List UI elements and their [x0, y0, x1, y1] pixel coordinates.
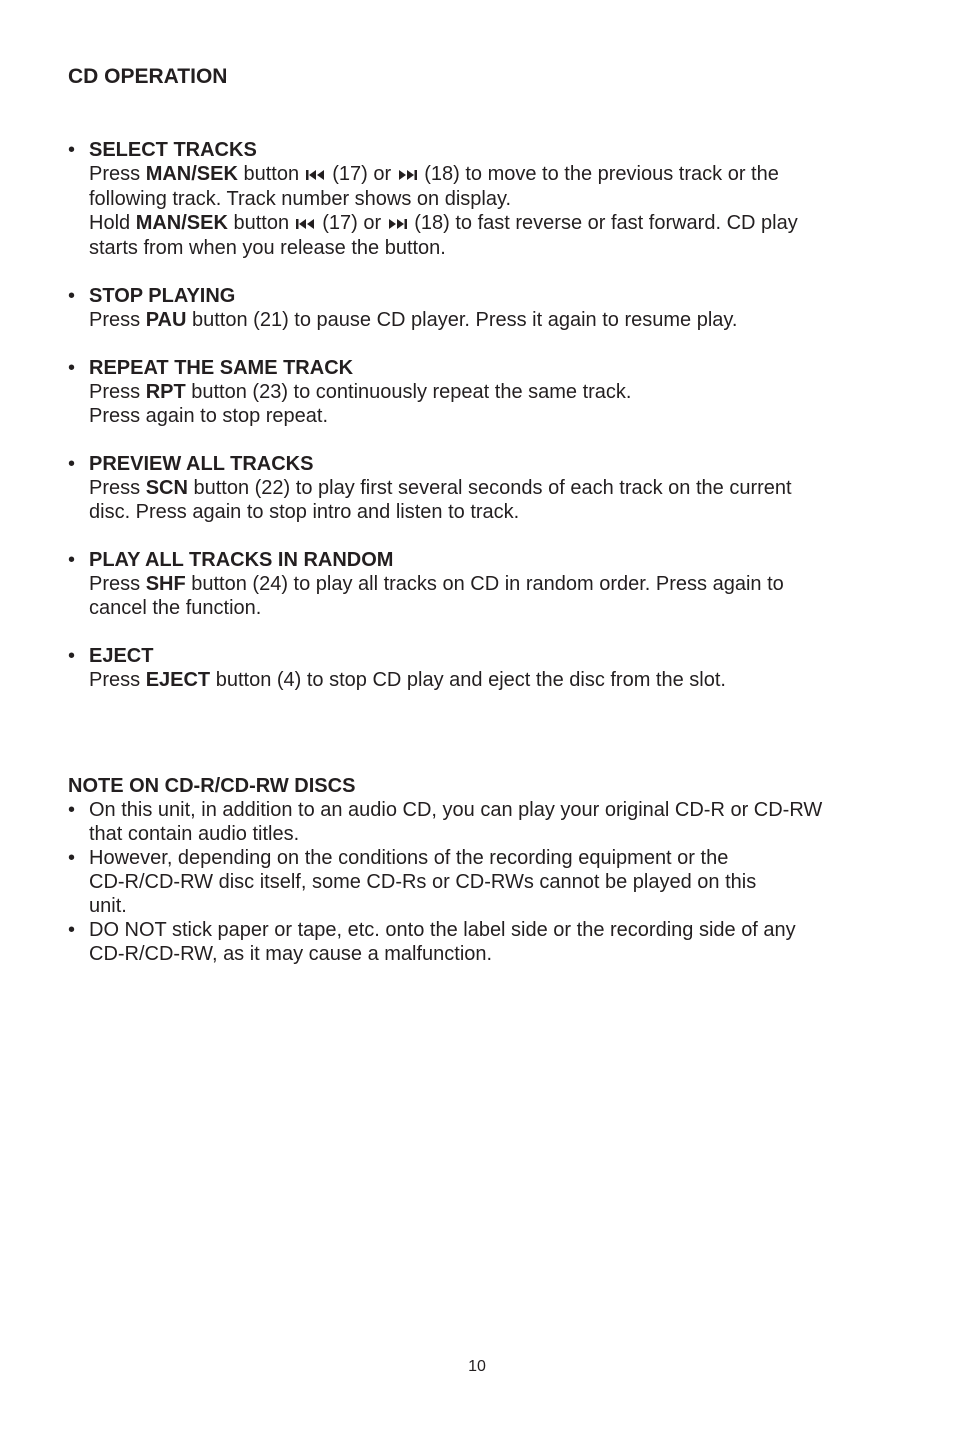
section-line: Press SCN button (22) to play first several seconds of each track on the current — [89, 477, 792, 499]
bullet: • — [68, 645, 76, 667]
page-title: CD OPERATION — [68, 65, 228, 88]
bullet: • — [68, 139, 76, 161]
section-line: Press EJECT button (4) to stop CD play and eject the disc from the slot. — [89, 669, 726, 691]
note-item: • However, depending on the conditions of the recording equipment or the CD-R/CD-RW disc itself, some CD-Rs or CD-RWs cannot be played on this unit. — [68, 847, 757, 917]
section-line: Hold MAN/SEK button (17) or (18) to fast reverse or fast forward. CD play — [89, 212, 798, 234]
page-number: 10 — [468, 1358, 486, 1375]
bullet: • — [68, 285, 76, 307]
section-select-tracks — [68, 138, 898, 260]
section-line: Press again to stop repeat. — [89, 405, 329, 427]
next-track-icon — [388, 212, 408, 236]
next-track-icon — [398, 163, 418, 187]
section-heading: SELECT TRACKS — [89, 139, 257, 161]
section-heading: PLAY ALL TRACKS IN RANDOM — [89, 549, 394, 571]
bullet: • — [68, 549, 76, 571]
sections-list — [68, 138, 898, 692]
section-line: following track. Track number shows on display. — [89, 188, 512, 210]
section-random-play — [68, 548, 898, 620]
previous-track-icon — [306, 163, 326, 187]
section-eject — [68, 644, 898, 692]
note-heading: NOTE ON CD-R/CD-RW DISCS — [68, 775, 356, 797]
section-heading: PREVIEW ALL TRACKS — [89, 453, 314, 475]
note-item: • DO NOT stick paper or tape, etc. onto the label side or the recording side of any CD-R/CD-RW, as it may cause a malfunction. — [68, 919, 796, 965]
note-item: • On this unit, in addition to an audio CD, you can play your original CD-R or CD-RW that contain audio titles. — [68, 799, 823, 845]
section-heading: REPEAT THE SAME TRACK — [89, 357, 354, 379]
bullet: • — [68, 357, 76, 379]
section-preview-tracks — [68, 452, 898, 524]
section-repeat-track — [68, 356, 898, 428]
bullet: • — [68, 799, 76, 821]
section-line: Press MAN/SEK button (17) or (18) to move to the previous track or the — [89, 163, 779, 185]
section-heading: STOP PLAYING — [89, 285, 236, 307]
bullet: • — [68, 847, 76, 869]
section-heading: EJECT — [89, 645, 154, 667]
section-line: disc. Press again to stop intro and listen to track. — [89, 501, 520, 523]
note-section — [68, 774, 898, 966]
section-line: Press RPT button (23) to continuously repeat the same track. — [89, 381, 632, 403]
section-line: Press PAU button (21) to pause CD player. Press it again to resume play. — [89, 309, 738, 331]
section-line: Press SHF button (24) to play all tracks on CD in random order. Press again to — [89, 573, 784, 595]
section-stop-playing — [68, 284, 898, 332]
bullet: • — [68, 453, 76, 475]
page-content — [68, 62, 898, 966]
previous-track-icon — [296, 212, 316, 236]
bullet: • — [68, 919, 76, 941]
section-line: cancel the function. — [89, 597, 262, 619]
section-line: starts from when you release the button. — [89, 237, 446, 259]
